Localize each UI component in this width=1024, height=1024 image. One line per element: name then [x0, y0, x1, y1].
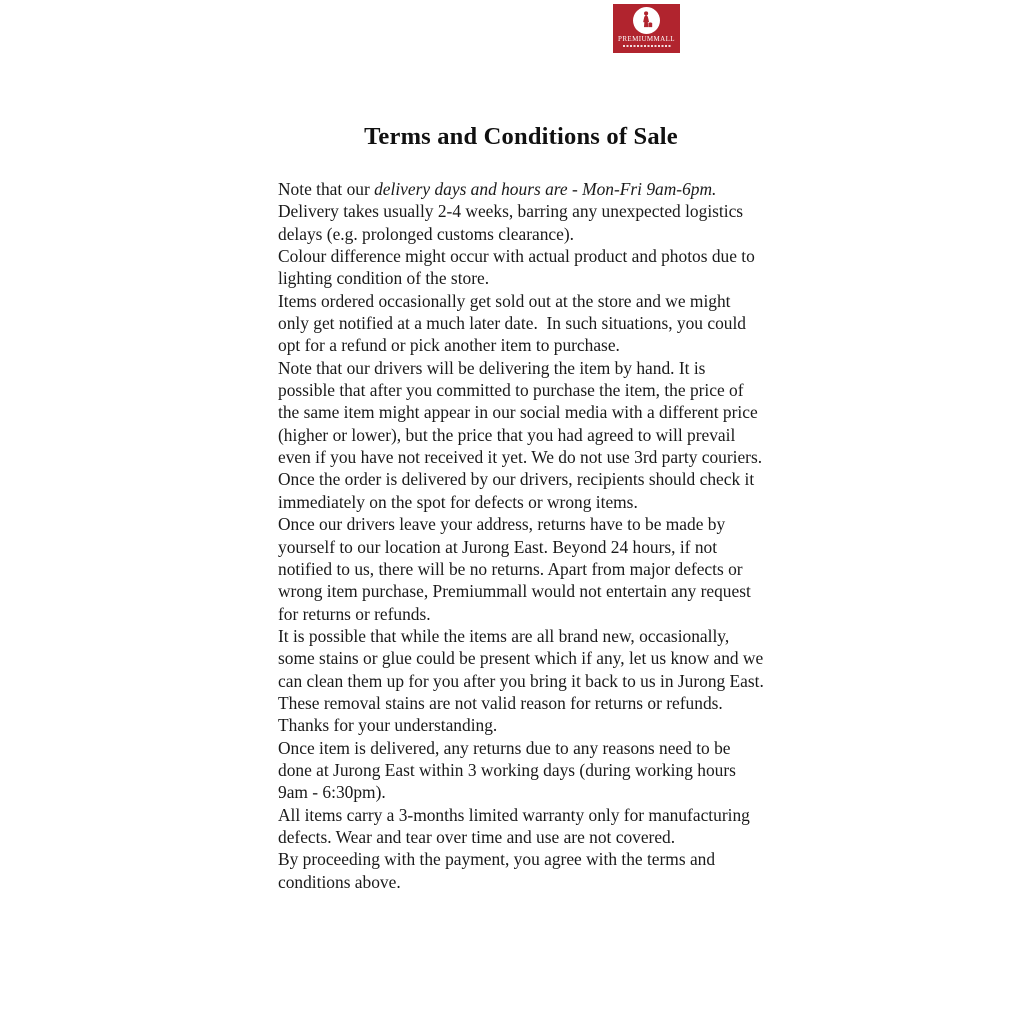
terms-paragraph: Delivery takes usually 2-4 weeks, barring any unexpected logistics delays (e.g. prolonged customs clearance). — [278, 201, 748, 244]
terms-content — [278, 122, 768, 893]
terms-paragraph: Once item is delivered, any returns due to any reasons need to be done at Jurong East within 3 working days (during working hours 9am - 6:30pm). — [278, 737, 741, 803]
terms-paragraph: Once the order is delivered by our drivers, recipients should check it immediately on the spot for defects or wrong items. — [278, 469, 759, 512]
terms-paragraph: Once our drivers leave your address, returns have to be made by yourself to our location at Jurong East. Beyond 24 hours, if not notified to us, there will be no returns. Apart from major defects or wrong item purchase, Premiummall would not entertain any request for returns or refunds. — [278, 514, 756, 624]
intro-italic-hours: delivery days and hours are - Mon-Fri 9am-6pm. — [374, 179, 717, 199]
terms-paragraphs — [278, 200, 768, 893]
terms-paragraph: It is possible that while the items are all brand new, occasionally, some stains or glue could be present which if any, let us know and we can clean them up for you after you bring it back to us in Jurong East. These removal stains are not valid reason for returns or refunds. Thanks for your understanding. — [278, 625, 768, 736]
brand-name: PREMIUMMALL — [618, 35, 675, 43]
intro-prefix: Note that our — [278, 179, 375, 199]
terms-paragraph: Items ordered occasionally get sold out at the store and we might only get notified at a much later date. In such situations, you could opt for a refund or pick another item to purchase. — [278, 290, 751, 356]
terms-paragraph: Colour difference might occur with actual product and photos due to lighting condition of the store. — [278, 246, 760, 289]
page-title: Terms and Conditions of Sale — [364, 123, 678, 150]
terms-paragraph: Note that our drivers will be delivering the item by hand. It is possible that after you committed to purchase the item, the price of the same item might appear in our social media with a different price (higher or lower), but the price that you had agreed to will prevail even if you have not received it yet. We do not use 3rd party couriers. — [278, 357, 763, 468]
logo-tagline — [623, 45, 671, 47]
woman-shopper-icon — [637, 10, 656, 32]
logo-circle — [633, 7, 660, 34]
brand-logo — [613, 4, 680, 53]
intro-paragraph — [278, 178, 764, 200]
terms-paragraph: By proceeding with the payment, you agree with the terms and conditions above. — [278, 849, 720, 892]
terms-paragraph: All items carry a 3-months limited warranty only for manufacturing defects. Wear and tear over time and use are not covered. — [278, 804, 755, 847]
